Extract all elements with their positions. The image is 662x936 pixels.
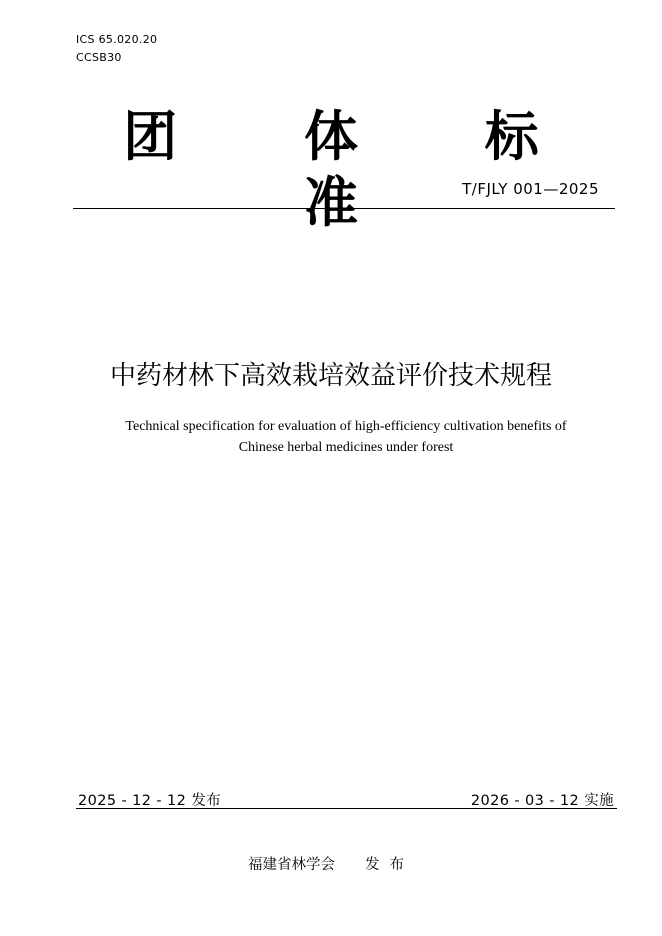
issuer-line — [0, 853, 662, 874]
english-title-line-2: Chinese herbal medicines under forest — [238, 440, 454, 455]
bottom-divider — [76, 808, 617, 809]
issuer-verb: 发布 — [365, 857, 414, 873]
issuer-org: 福建省林学会 — [248, 857, 335, 873]
ics-code: ICS 65.020.20 — [76, 33, 158, 46]
implement-date: 2026 - 03 - 12 实施 — [470, 793, 614, 809]
english-title — [90, 416, 602, 458]
top-divider — [73, 208, 615, 209]
chinese-title: 中药材林下高效栽培效益评价技术规程 — [109, 361, 552, 391]
ccs-code: CCSB30 — [76, 51, 122, 64]
standard-number: T/FJLY 001—2025 — [462, 180, 599, 198]
publish-date: 2025 - 12 - 12 发布 — [78, 793, 222, 809]
standard-type-heading: 团 体 标 准 — [123, 105, 593, 234]
english-title-line-1: Technical specification for evaluation of high-efficiency cultivation benefits of — [125, 419, 567, 434]
